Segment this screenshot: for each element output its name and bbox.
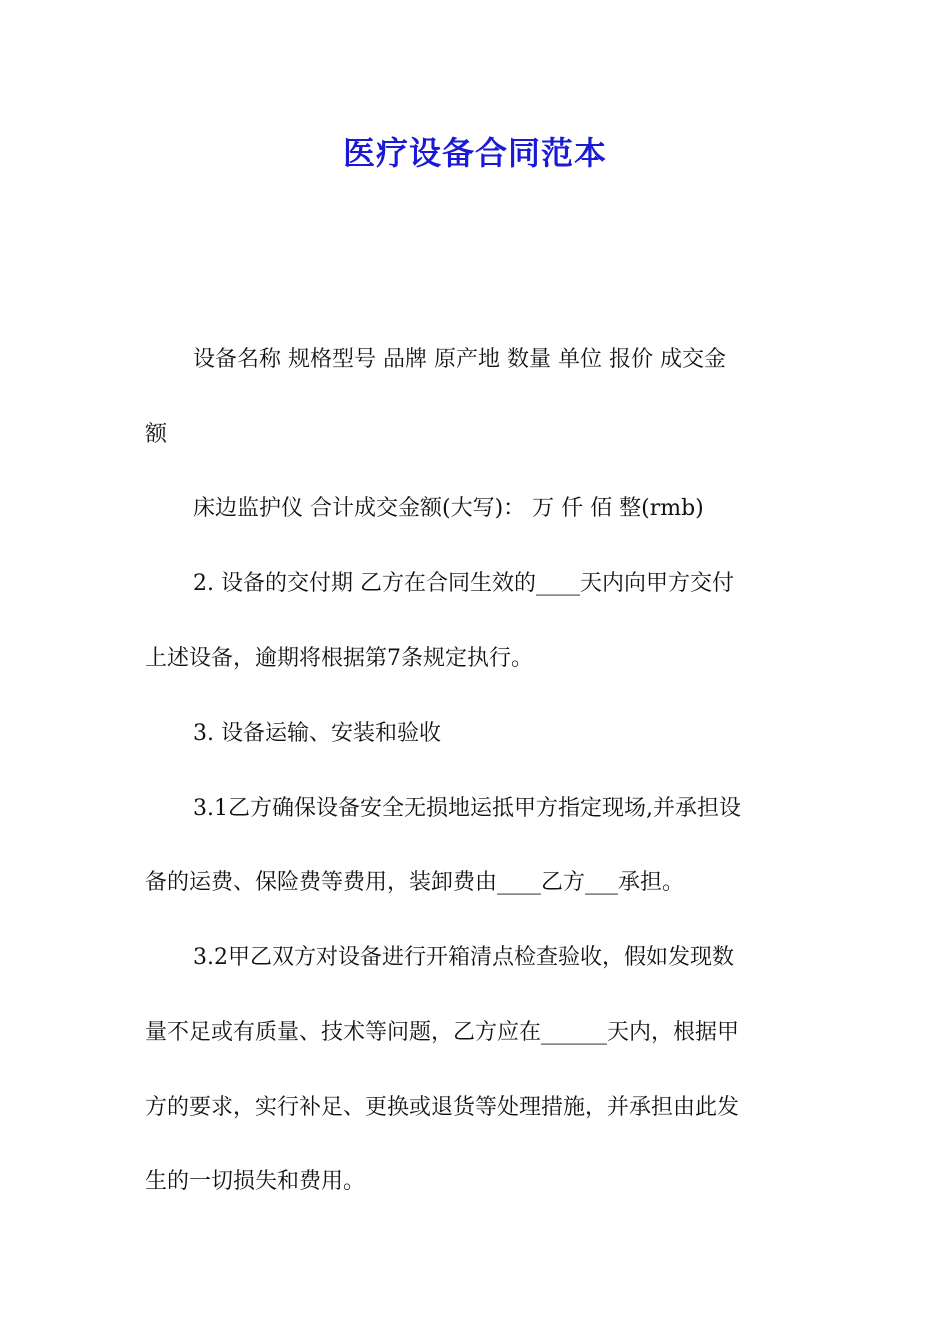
clause-3-2-line-4: 生的一切损失和费用。 [145,1169,366,1194]
clause-3-2-line-3: 方的要求，实行补足、更换或退货等处理措施，并承担由此发 [145,1095,740,1120]
clause-3-1-line-2: 备的运费、保险费等费用，装卸费由____乙方___承担。 [145,870,685,895]
equipment-total-line: 床边监护仪 合计成交金额(大写)： 万 仟 佰 整(rmb) [193,496,704,521]
clause-2-line-1: 2. 设备的交付期 乙方在合同生效的____天内向甲方交付 [193,571,734,596]
table-header-continuation: 额 [145,422,168,447]
clause-2-line-2: 上述设备，逾期将根据第7条规定执行。 [145,646,533,671]
clause-3-2-line-2: 量不足或有质量、技术等问题，乙方应在______天内，根据甲 [145,1020,740,1045]
document-title: 医疗设备合同范本 [342,134,607,172]
clause-3-1-line-1: 3.1乙方确保设备安全无损地运抵甲方指定现场,并承担设 [193,796,741,821]
table-header-line: 设备名称 规格型号 品牌 原产地 数量 单位 报价 成交金 [193,347,726,372]
clause-3-2-line-1: 3.2甲乙双方对设备进行开箱清点检查验收，假如发现数 [193,945,734,970]
clause-3-heading: 3. 设备运输、安装和验收 [193,721,441,746]
